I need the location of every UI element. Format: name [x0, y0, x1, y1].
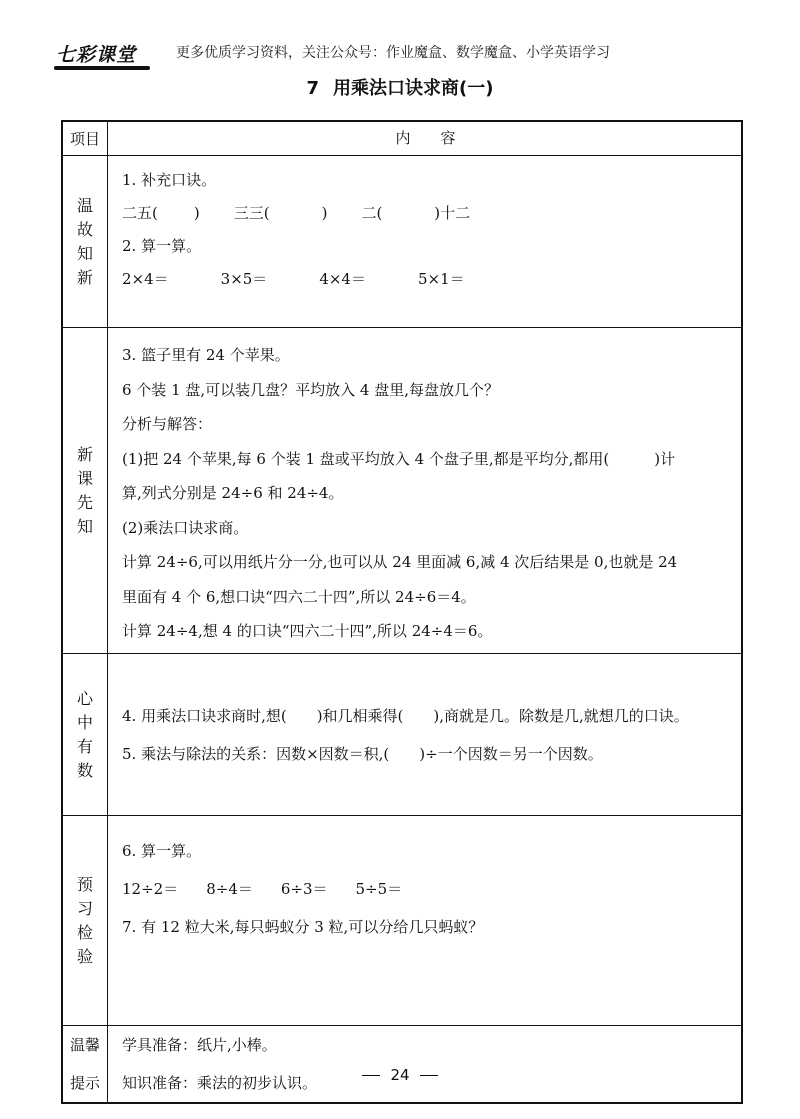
question-3: 3. 篮子里有 24 个苹果。 [122, 346, 290, 364]
text-line: 里面有 4 个 6,想口诀“四六二十四”,所以 24÷6＝4。 [122, 587, 476, 606]
section-content [108, 328, 743, 654]
footer-dash-left [362, 1075, 380, 1076]
question-4: 4. 用乘法口诀求商时,想( )和几相乘得( ),商就是几。除数是几,就想几的口诀。 [122, 706, 689, 725]
section-preview-check [62, 816, 742, 1026]
question-1: 1. 补充口诀。 [122, 171, 217, 189]
text-line: 6 个装 1 盘,可以装几盘？平均放入 4 盘里,每盘放几个？ [122, 380, 500, 399]
section-label: 温馨 提示 [62, 1026, 108, 1104]
header-note: 更多优质学习资料，关注公众号：作业魔盒、数学魔盒、小学英语学习 [176, 45, 610, 61]
question-7: 7. 有 12 粒大米,每只蚂蚁分 3 粒,可以分给几只蚂蚁？ [122, 918, 484, 936]
section-summary [62, 654, 742, 816]
page-header [52, 34, 752, 74]
text-line: 算,列式分别是 24÷6 和 24÷4。 [122, 484, 344, 502]
tip-knowledge: 知识准备：乘法的初步认识。 [122, 1074, 318, 1092]
lesson-number: 7 [306, 78, 320, 99]
text-line: 分析与解答： [122, 415, 213, 433]
section-content [108, 816, 743, 1026]
column-header-content: 内容 [108, 121, 743, 156]
question-2-items: 2×4＝ 3×5＝ 4×4＝ 5×1＝ [122, 270, 465, 288]
section-content [108, 654, 743, 816]
lesson-title-text: 用乘法口诀求商(一) [333, 78, 494, 99]
section-label: 预习检验 [62, 816, 108, 1026]
brand-logo: 七彩课堂 [56, 44, 137, 66]
question-6-items: 12÷2＝ 8÷4＝ 6÷3＝ 5÷5＝ [122, 880, 403, 898]
question-6: 6. 算一算。 [122, 842, 202, 860]
section-review [62, 156, 742, 328]
footer-dash-right [420, 1075, 438, 1076]
tip-tools: 学具准备：纸片,小棒。 [122, 1036, 277, 1054]
lesson-title [0, 74, 800, 100]
logo-underline [54, 66, 150, 70]
lesson-table [61, 120, 743, 1104]
column-header-item: 项目 [62, 121, 108, 156]
section-content [108, 156, 743, 328]
section-label: 心中有数 [62, 654, 108, 816]
page-number: 24 [390, 1066, 410, 1084]
text-line: 计算 24÷6,可以用纸片分一分,也可以从 24 里面减 6,减 4 次后结果是 0,也就是 24 [122, 553, 678, 571]
text-line: (2)乘法口诀求商。 [122, 518, 249, 537]
text-line: (1)把 24 个苹果,每 6 个装 1 盘或平均放入 4 个盘子里,都是平均分,都用( )计 [122, 449, 676, 468]
section-label: 温故知新 [62, 156, 108, 328]
section-content [108, 1026, 743, 1104]
table-header-row [62, 121, 742, 156]
section-new-lesson [62, 328, 742, 654]
section-tips [62, 1026, 742, 1104]
question-1-blanks: 二五( ) 三三( ) 二( )十二 [122, 204, 471, 222]
question-2: 2. 算一算。 [122, 237, 202, 255]
page-footer [0, 1066, 800, 1084]
section-label: 新课先知 [62, 328, 108, 654]
question-5: 5. 乘法与除法的关系：因数×因数＝积,( )÷一个因数＝另一个因数。 [122, 744, 603, 763]
text-line: 计算 24÷4,想 4 的口诀“四六二十四”,所以 24÷4＝6。 [122, 622, 493, 640]
